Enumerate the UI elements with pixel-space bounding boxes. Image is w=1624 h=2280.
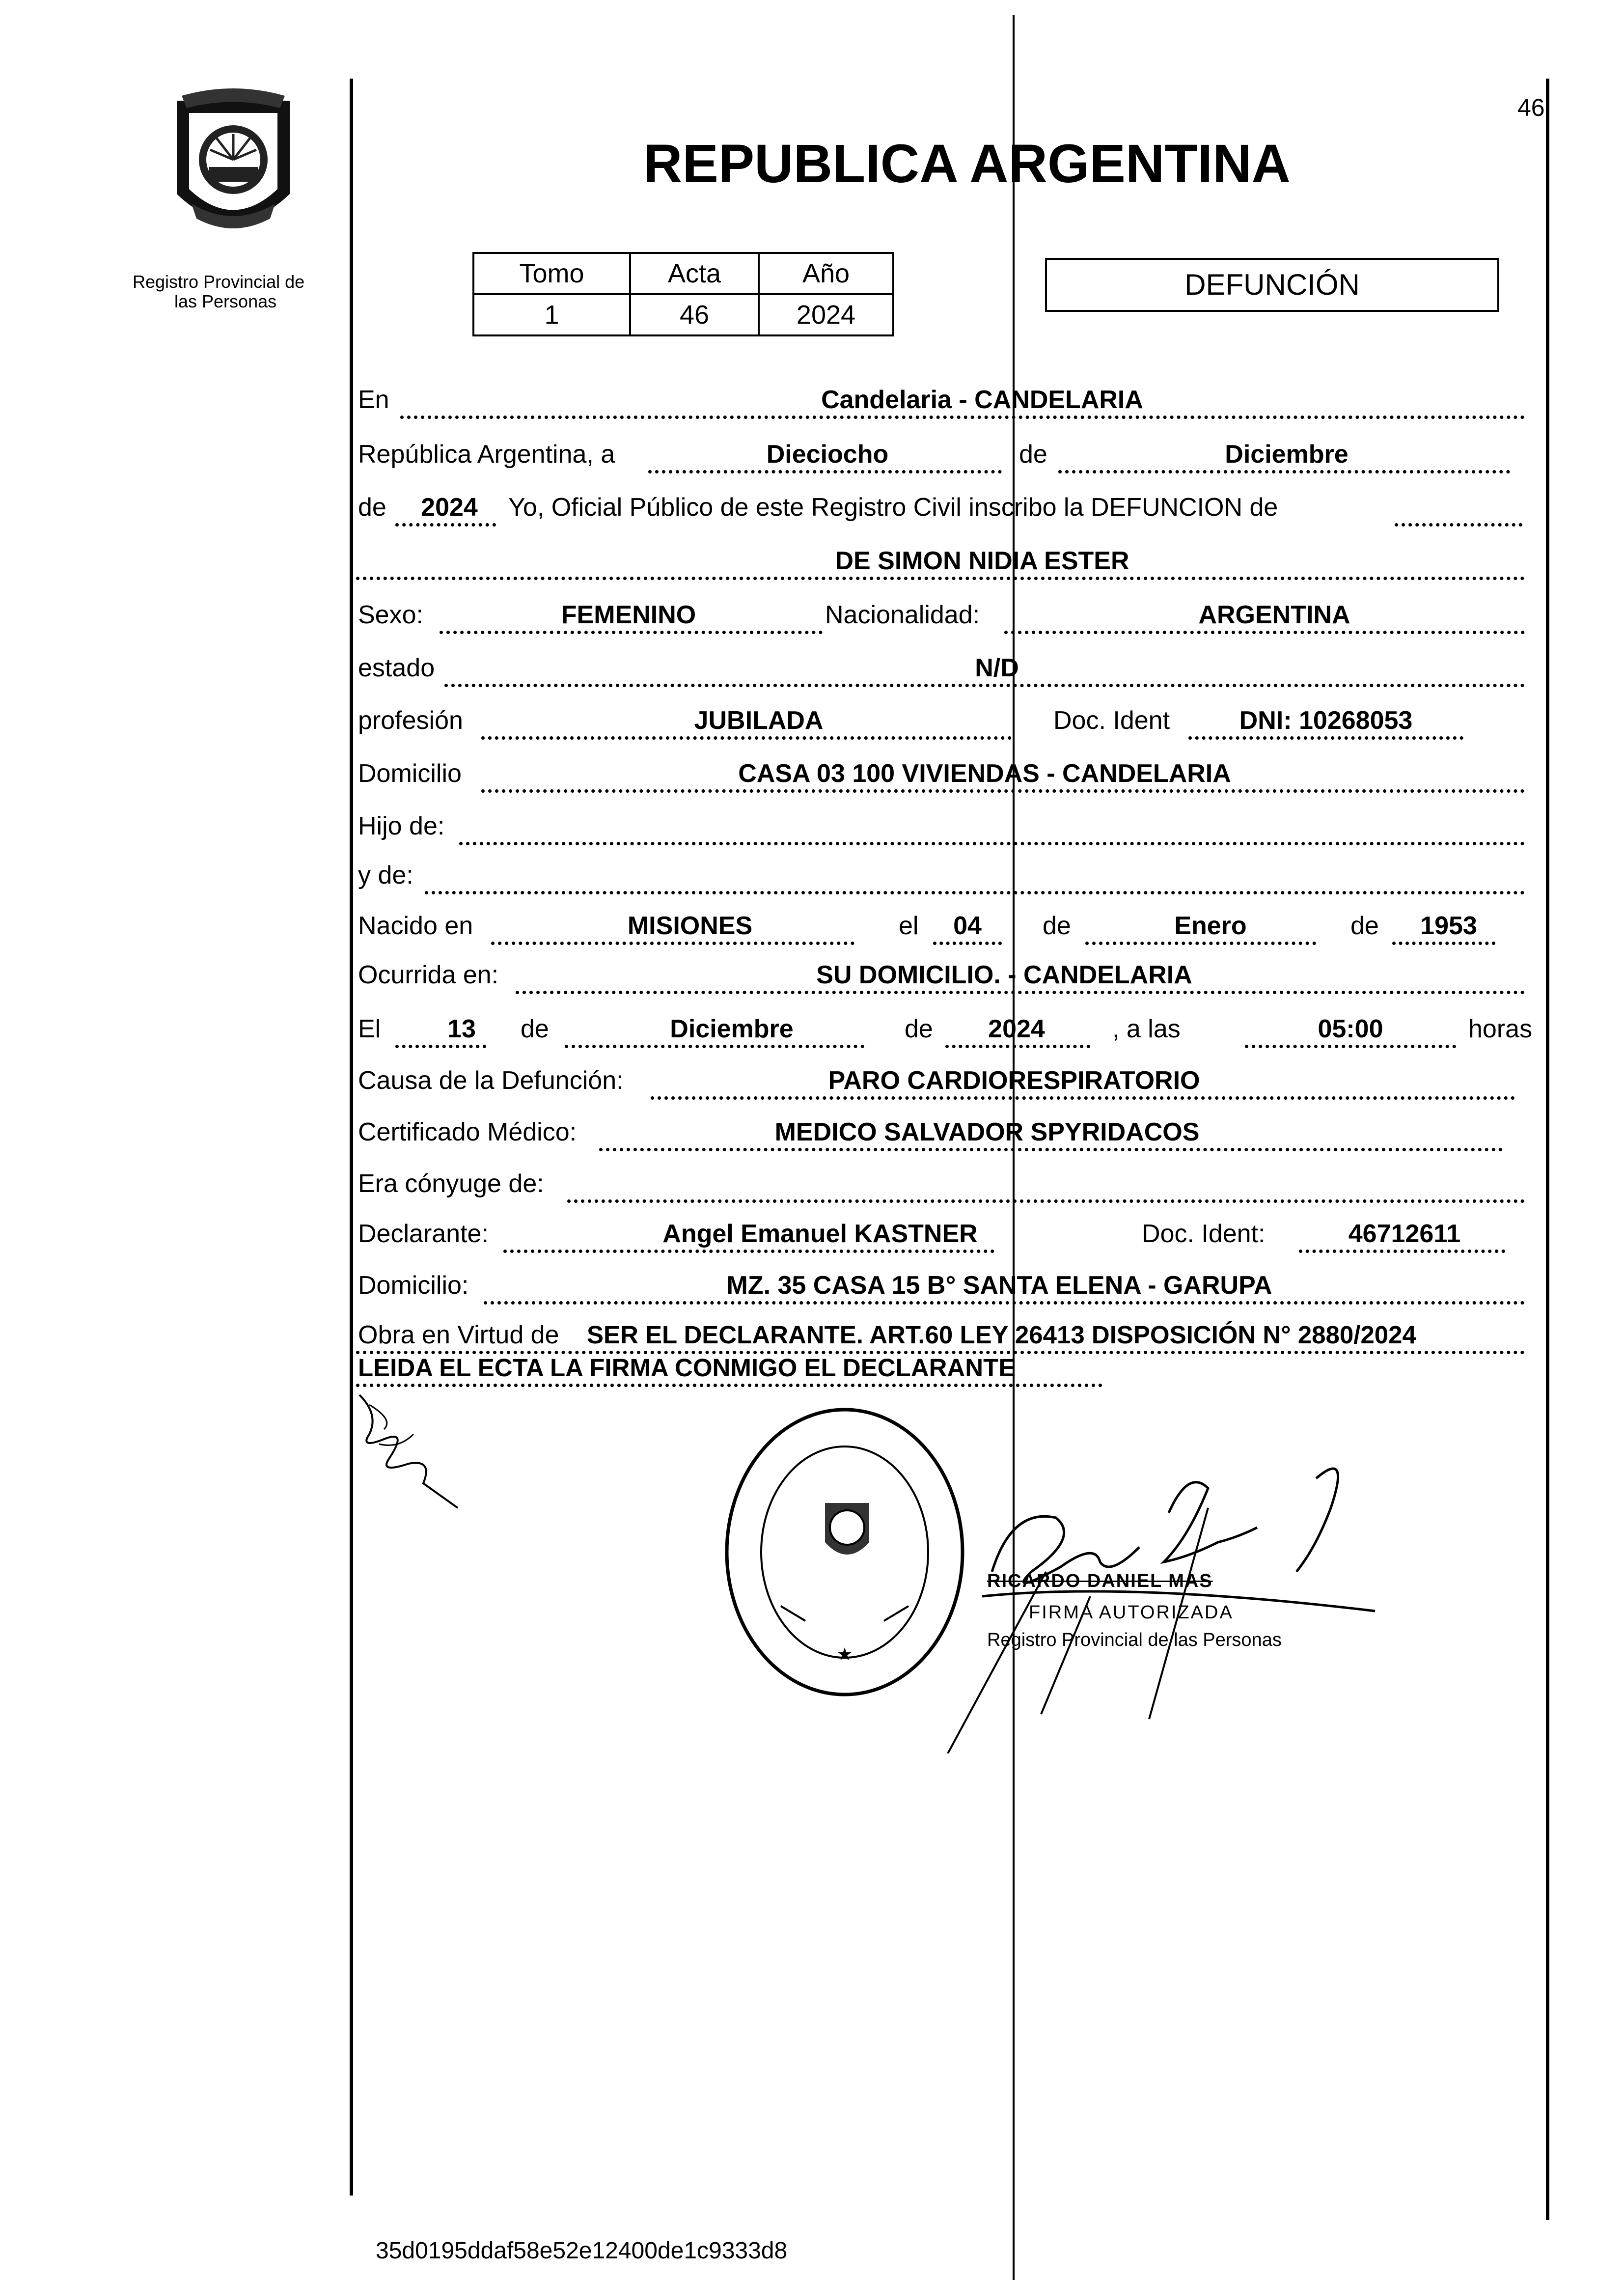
sexo-label: Sexo: (358, 601, 423, 629)
row-nacido (356, 911, 1525, 955)
row-estado (356, 653, 1525, 697)
ocurrida-label: Ocurrida en: (358, 961, 499, 989)
deceased-name: DE SIMON NIDIA ESTER (835, 547, 1129, 575)
domicilio-value: CASA 03 100 VIVIENDAS - CANDELARIA (738, 759, 1231, 788)
row-domicilio2 (356, 1271, 1525, 1315)
acta-value: 46 (630, 294, 759, 335)
nacido-value: MISIONES (627, 912, 753, 940)
de-label-2: de (358, 493, 386, 522)
page-title: REPUBLICA ARGENTINA (643, 134, 1291, 194)
conyuge-label: Era cónyuge de: (358, 1169, 544, 1198)
acta-header: Acta (630, 253, 759, 294)
row-conyuge (356, 1169, 1525, 1213)
row-date (356, 440, 1525, 484)
doc-ident-label: Doc. Ident (1053, 706, 1170, 735)
certificado-value: MEDICO SALVADOR SPYRIDACOS (774, 1118, 1200, 1146)
row-hijo (356, 811, 1525, 856)
birth-year: 1953 (1420, 912, 1477, 940)
certificado-label: Certificado Médico: (358, 1118, 577, 1146)
domicilio2-label: Domicilio: (358, 1271, 469, 1300)
row-ocurrida (356, 960, 1525, 1004)
declarante-value: Angel Emanuel KASTNER (662, 1220, 978, 1248)
causa-label: Causa de la Defunción: (358, 1066, 624, 1095)
de-label-4: de (1350, 912, 1379, 940)
logo-caption-line2: las Personas (174, 291, 277, 311)
row-inscribo (356, 493, 1525, 537)
de-label-3: de (1043, 912, 1071, 940)
record-type-box (1045, 258, 1499, 312)
row-causa (356, 1066, 1525, 1110)
republica-label: República Argentina, a (358, 440, 615, 469)
death-time: 05:00 (1318, 1015, 1383, 1043)
death-year: 2024 (988, 1015, 1045, 1043)
ocurrida-value: SU DOMICILIO. - CANDELARIA (816, 961, 1192, 989)
row-profesion (356, 706, 1525, 750)
declarant-signature-icon (350, 1375, 477, 1513)
nacido-label: Nacido en (358, 912, 473, 940)
estado-value: N/D (975, 654, 1019, 682)
tomo-value: 1 (473, 294, 630, 335)
province-logo (162, 86, 304, 248)
el-cap-label: El (358, 1015, 381, 1043)
de-label: de (1019, 440, 1047, 469)
signature-line2: Registro Provincial de las Personas (987, 1630, 1282, 1650)
nacionalidad-label: Nacionalidad: (825, 601, 980, 629)
svg-text:★: ★ (836, 1644, 853, 1664)
document-hash: 35d0195ddaf58e52e12400de1c9333d8 (376, 2238, 788, 2264)
sexo-value: FEMENINO (561, 601, 696, 629)
birth-month: Enero (1174, 912, 1247, 940)
official-stamp (722, 1405, 967, 1699)
row-name (356, 546, 1525, 590)
obra-label: Obra en Virtud de (358, 1321, 559, 1349)
row-declarante (356, 1219, 1525, 1263)
causa-value: PARO CARDIORESPIRATORIO (828, 1066, 1200, 1095)
doc2-label: Doc. Ident: (1142, 1220, 1266, 1248)
row-en (356, 385, 1525, 429)
el-label: el (899, 912, 919, 940)
obra-value: SER EL DECLARANTE. ART.60 LEY 26413 DISPOSICIÓN N° 2880/2024 (587, 1321, 1416, 1349)
row-domicilio (356, 759, 1525, 803)
signatory-name: RICARDO DANIEL MAS (987, 1571, 1213, 1591)
ano-value: 2024 (759, 294, 893, 335)
doc-ident-value: DNI: 10268053 (1239, 706, 1413, 735)
row-leida (356, 1353, 1525, 1397)
place-value: Candelaria - CANDELARIA (821, 386, 1143, 414)
death-day: 13 (447, 1015, 476, 1043)
domicilio-label: Domicilio (358, 759, 462, 788)
estado-label: estado (358, 654, 435, 682)
left-margin-line (350, 79, 353, 2196)
ano-header: Año (759, 253, 893, 294)
profesion-label: profesión (358, 706, 463, 735)
row-yde (356, 861, 1525, 905)
row-certificado (356, 1117, 1525, 1162)
yde-label: y de: (358, 861, 413, 890)
hijo-label: Hijo de: (358, 812, 445, 840)
official-signature-icon (933, 1449, 1400, 1753)
doc2-value: 46712611 (1348, 1220, 1461, 1248)
leida-text: LEIDA EL ECTA LA FIRMA CONMIGO EL DECLARANTE (358, 1354, 1016, 1382)
horas-label: horas (1468, 1015, 1533, 1043)
death-month: Diciembre (670, 1015, 794, 1043)
record-table (472, 252, 894, 336)
logo-caption-line1: Registro Provincial de (133, 272, 305, 292)
birth-day: 04 (953, 912, 982, 940)
page-number: 46 (1517, 94, 1545, 121)
misiones-seal-icon (162, 86, 304, 248)
day-value: Dieciocho (766, 440, 889, 469)
row-sexo (356, 600, 1525, 644)
registry-stamp-icon (722, 1405, 967, 1699)
domicilio2-value: MZ. 35 CASA 15 B° SANTA ELENA - GARUPA (726, 1271, 1272, 1300)
signature-line1: FIRMA AUTORIZADA (1029, 1602, 1234, 1623)
alas-label: , a las (1112, 1015, 1181, 1043)
right-margin-line (1546, 79, 1549, 2220)
profesion-value: JUBILADA (694, 706, 824, 735)
record-type: DEFUNCIÓN (1184, 268, 1360, 301)
year-value: 2024 (421, 493, 478, 522)
inscribo-text: Yo, Oficial Público de este Registro Civil inscribo la DEFUNCION de (508, 493, 1278, 522)
nacionalidad-value: ARGENTINA (1198, 601, 1350, 629)
tomo-header: Tomo (473, 253, 630, 294)
row-death-date (356, 1014, 1533, 1058)
month-value: Diciembre (1225, 440, 1349, 469)
declarante-label: Declarante: (358, 1220, 489, 1248)
de-label-6: de (905, 1015, 933, 1043)
de-label-5: de (521, 1015, 549, 1043)
en-label: En (358, 386, 389, 414)
